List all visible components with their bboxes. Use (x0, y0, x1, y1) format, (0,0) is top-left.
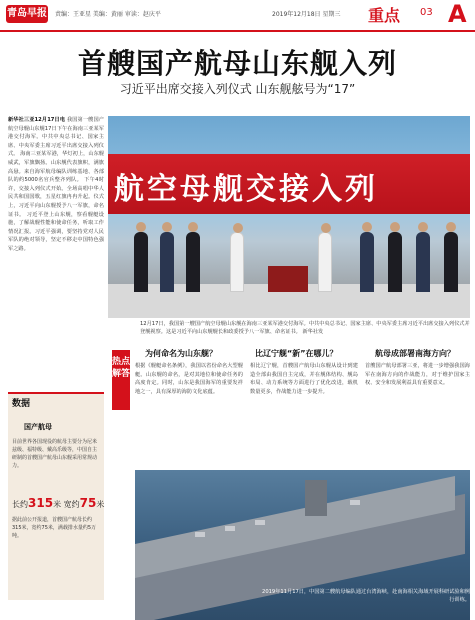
flag-podium (268, 266, 308, 292)
editor-credits: 责编：王亚星 美编：黄丽 审读：赵庆平 (55, 11, 161, 18)
qa-title: 航母成部署南海方向？ (375, 349, 455, 358)
person-figure (134, 232, 148, 292)
carrier-photo-caption: 2019年11月17日，中国第二艘航母编队通过台湾海峡，赴南海相关海域开展科研试验和例行训练。 (262, 589, 470, 603)
qa-body: 相比辽宁舰，首艘国产航母山东舰从设计到建造全部由我国自主完成，并在舰体结构、舰岛布局、动力系统等方面进行了优化改进，载机数量更多，作战能力进一步提升。 (250, 363, 358, 395)
ceremony-photo (108, 116, 470, 318)
hot-topic-label: 热点解答 (112, 350, 130, 410)
jet-icon (350, 500, 360, 505)
width-value: 75 (79, 496, 97, 510)
page-number: 03 (420, 7, 433, 18)
width-unit: 米 (96, 500, 105, 509)
lead-article (8, 116, 104, 376)
length-unit: 米 (53, 500, 62, 509)
data-box-text: 据此前公开报道，首艘国产航母长约315米，宽约75米，满载排水量约5万吨。 (12, 517, 97, 539)
page-letter: A (448, 0, 467, 28)
person-figure (160, 232, 174, 292)
person-figure (444, 232, 458, 292)
person-figure (360, 232, 374, 292)
qa-body: 根据《舰艇命名条例》，我国以省份命名大型舰艇。山东舰的命名，是对其地位和使命任务的高度肯定。同时，山东是我国海军的重要发祥地之一，具有深厚的海防文化底蕴。 (135, 363, 243, 395)
qa-title: 为何命名为山东舰？ (145, 349, 217, 358)
data-box-text: 目前世界各国现役的航母主要分为尼米兹级、福特级、戴高乐级等，中国自主研制的首艘国产航母山东舰采用常规动力。 (12, 439, 98, 469)
data-box-subtitle: 国产航母 (24, 423, 52, 431)
person-figure (186, 232, 200, 292)
qa-title: 比辽宁舰“新”在哪儿？ (255, 349, 338, 358)
header-rule (0, 30, 475, 32)
length-value: 315 (28, 496, 54, 510)
lead-article-body: 我国第一艘国产航空母舰山东舰17日下午在海南三亚某军港交付海军。中共中央总书记、国家主席、中央军委主席习近平出席交接入列仪式。 海南三亚某军港，华灯初上，山东舰威武，军旗飘扬。山东舰代表旗帜，满旗高悬。来自海军航母编队训练基地、各部队的约5000名官兵整齐列队。 下午4时许，交接入列仪式开始。全场高唱中华人民共和国国歌，五星红旗冉冉升起。仪式上，习近平向山东舰授予八一军旗，命名证书。 习近平登上山东舰，察看舰艇设施，了解战舰性能和使命任务，听取工作情况汇报。习近平强调，要坚持党对人民军队的绝对领导，坚定不移走中国特色强军之路。 (8, 117, 104, 252)
dateline: 新华社三亚12月17日电 (8, 117, 66, 123)
length-label: 长约 (12, 500, 28, 509)
jet-icon (195, 532, 205, 537)
subheadline: 习近平出席交接入列仪式 山东舰舷号为“17” (119, 82, 356, 96)
person-figure (416, 232, 430, 292)
masthead (0, 0, 475, 30)
banner-text: 航空母舰交接入列 (114, 172, 378, 207)
newspaper-logo: 青岛早报 (6, 5, 48, 23)
caption-credit: 新华社发 (302, 329, 324, 336)
qa-body: 首艘国产航母部署三亚，将进一步增强我国海军在南海方向的作战能力，对于维护国家主权、安全和发展利益具有重要意义。 (365, 363, 470, 387)
width-label: 宽约 (63, 500, 80, 509)
data-box-title: 数据 (12, 399, 31, 409)
caption-text: 12月17日，我国第一艘国产航空母舰山东舰在海南三亚某军港交付海军。中共中央总书记、国家主席、中央军委主席习近平出席交接入列仪式并登舰视察。这是习近平向山东舰舰长和政委授予八一军旗、命名证书。 (140, 321, 470, 336)
data-box (8, 392, 104, 600)
carrier-island (305, 480, 327, 516)
carrier-dimensions (12, 496, 104, 510)
photo-caption (140, 320, 470, 337)
headline: 首艘国产航母山东舰入列 (77, 47, 397, 80)
jet-icon (255, 520, 265, 525)
person-figure (318, 232, 332, 292)
jet-icon (225, 526, 235, 531)
person-figure (230, 232, 244, 292)
issue-date: 2019年12月18日 星期三 (272, 11, 341, 18)
person-figure (388, 232, 402, 292)
section-tag: 重点 (368, 6, 401, 25)
